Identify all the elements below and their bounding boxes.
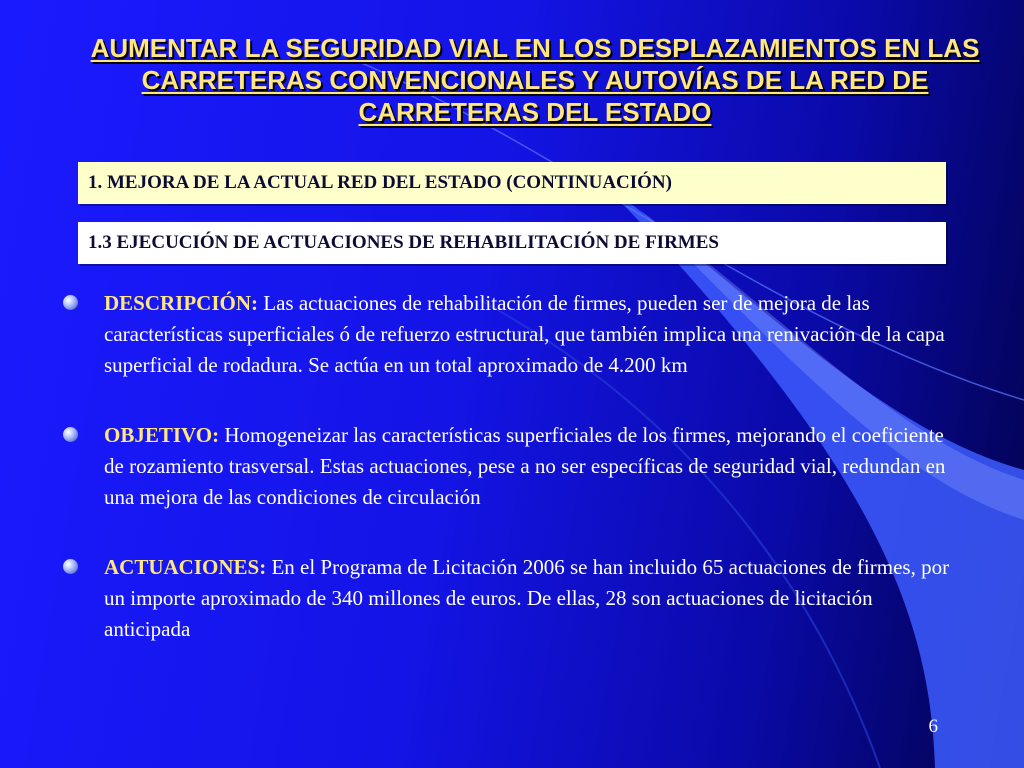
bullet-text: Las actuaciones de rehabilitación de firmes, pueden ser de mejora de las características superficiales ó de refuerzo estructural, que también implica una renivación de la capa superficial de rodadura. Se actúa en un total aproximado de 4.200 km	[104, 291, 945, 377]
bullet-list	[60, 288, 950, 684]
bullet-term: OBJETIVO:	[104, 423, 220, 447]
bullet-term: ACTUACIONES:	[104, 555, 267, 579]
bullet-dot-icon	[63, 295, 78, 310]
bullet-text: En el Programa de Licitación 2006 se han incluido 65 actuaciones de firmes, por un importe aproximado de 340 millones de euros. De ellas, 28 son actuaciones de licitación anticipada	[104, 555, 950, 641]
page-number: 6	[928, 716, 938, 737]
bullet-text: Homogeneizar las características superficiales de los firmes, mejorando el coeficiente de rozamiento trasversal. Estas actuaciones, pese a no ser específicas de seguridad vial, redundan en una mejora de las condiciones de circulación	[104, 423, 946, 509]
slide-title: AUMENTAR LA SEGURIDAD VIAL EN LOS DESPLAZAMIENTOS EN LAS CARRETERAS CONVENCIONALES Y AUTOVÍAS DE LA RED DE CARRETERAS DEL ESTADO	[90, 33, 980, 127]
bullet-item-actuaciones	[60, 552, 950, 645]
bullet-item-descripcion	[60, 288, 950, 381]
bullet-dot-icon	[63, 427, 78, 442]
subsection-box: 1.3 EJECUCIÓN DE ACTUACIONES DE REHABILITACIÓN DE FIRMES	[78, 222, 946, 264]
section-box: 1. MEJORA DE LA ACTUAL RED DEL ESTADO (CONTINUACIÓN)	[78, 162, 946, 204]
bullet-dot-icon	[63, 559, 78, 574]
bullet-item-objetivo	[60, 420, 950, 513]
bullet-term: DESCRIPCIÓN:	[104, 291, 259, 315]
